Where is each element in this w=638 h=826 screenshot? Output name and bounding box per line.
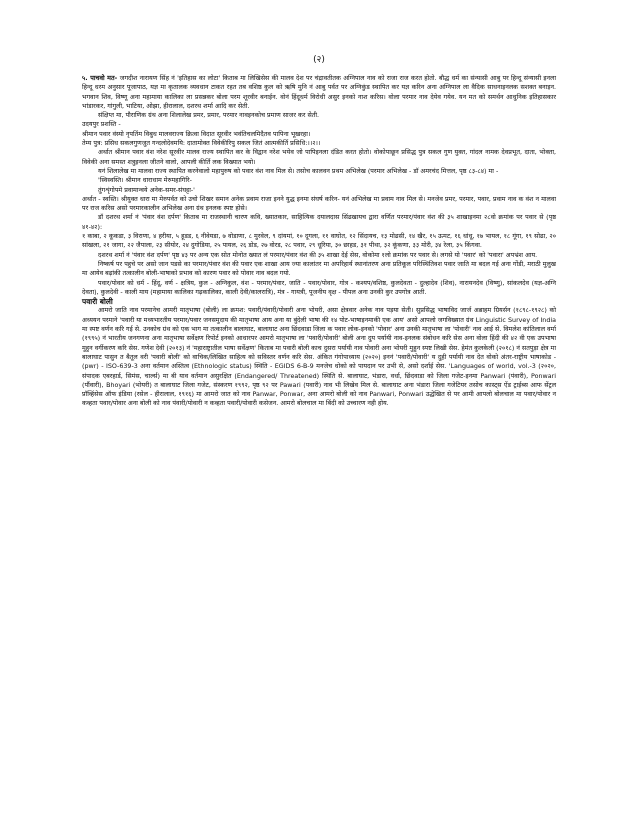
- paragraph: [82, 251, 556, 260]
- paragraph-text: यनं शिलालेख मा मालवा राज्य स्थापित करनेवालो महापुरुष को पवार वंश नाव मिल से। तसोच कालवन प्रथम अभिलेख (परमार अभिलेख - डॉ अमरचंद मित्तल, पृष्ठ ८३-८४) मा -: [98, 167, 499, 175]
- paragraph: [82, 176, 556, 185]
- section-heading: पवारी बोली: [82, 297, 113, 307]
- paragraph-text: जगदीश नारायण सिंह नं 'इतिहास का लोटा' किताब मा लिखिसेस की मालव देश पर चंद्रावतीतक अग्निपाल नाव को राजा राज करत होतो. बौद्ध धर्म का संन्यासी आबु पर हिन्दू संन्यासी इनला हिन्दू धरम अनुसार पूजापाठ, यज्ञ मा कृतालक व्यवधान टाकत रहत तब वशिष्ठ कुल को ऋषि मुनि नं आबु पर्वत पर अग्निकुंड स्थापित कर यज्ञ करिन अना अग्निपाल ला वैदिक साधनाइनलक सशक्त बनाइन. भगवान शिव, विष्णू अना महामाया कालिका ला प्रसन्नकर बोला परम शूरवीर बनाईन. वोनं हिंदूधर्म विरोधी असुर इनको नाश करिस। वोला परमार नाव देयेव गयेव. यन मत को समर्थन आधुनिक इतिहासकार भांडारकर, गांगुली, भाटिया, ओझा, हीरालाल, दशरथ शर्मा आदि कर सेती.: [82, 75, 556, 110]
- paragraph: [82, 111, 556, 120]
- paragraph: [82, 186, 556, 195]
- paragraph-text: अर्थात श्रीमान पवार वंश नरेश सूरवीर मालव राज्य स्थापित कर के विद्वान नरेश भयेव जो पापिइनला दंडित करत होतो। वोकोपाछून प्रसिद्ध पुत्र सकल गुण युक्त, गांदल नामक देवप्रभूत, दाता, भोक्ता, विवेकी अना समस्त शत्रुइनला जीतने वालो, आपली कीर्ति लक विख्यात भयो।: [82, 149, 556, 166]
- paragraph-text: निष्कर्ष पर पहुचे पर असो जान पडसे का परमार/पंवार वंश की पवार एक शाखा आय ज्या कालांतर मा अपरिहार्य स्थानांतरण अना प्रतिकूल परिस्थितिवश पवार जाति मा बदल गई अना गोंडी, मराठी मुलुख मा आयेव बढ़ांकी तत्कालीन बोली-भाषाको प्रभाव को कारण पवार को पोवार नाव बदल गयो.: [82, 260, 556, 278]
- paragraph: [82, 279, 556, 298]
- paragraph-text: उदयपुर प्रशस्ति -: [82, 121, 121, 129]
- paragraph-text: तेम्य पुत्र: प्रसिध सकलगुणजुत गन्दलोदेवमयि: दातामोक्त विवेकीरिपु सकल जितं आत्मकीर्ति प्रसिधि:।।२।।: [82, 140, 321, 148]
- paragraph-text: तुंगशृंगोपमे प्रवामान्वये अनेक-समर-संघट्टा-': [98, 186, 195, 194]
- paragraph: [82, 260, 556, 279]
- paragraph: [82, 130, 556, 139]
- paragraph-text: पवार/पोवार को धर्म - हिंदू, वर्ण - क्षत्रिय, कुल - अग्निकुल, वंश - परमार/पंवार, जाति - पवार/पोवार, गोत्र - कश्यप/वशिष्ठ, कुलदेवता - दुल्हादेव (शिव), नारायनदेव (विष्णु), सांकलदेव (यज्ञ-अग्नि देवता), कुलदेवी - काली माय (महामाया कालिका गढ़कालिका, काली देवी/कालरात्रि), मंत्र - गायत्री, पूजनीय वृक्ष - पीपल अना उनकी कुर उपगोत्र आती.: [82, 279, 556, 296]
- paragraph-text: डॉ दशरथ शर्मा नं 'पंवार वंश दर्पण' किताब मा राजस्थानी चारण कवि, ख्यातकार, साहित्यिक दयालदास सिंढखायच द्वारा वर्णित परमार/पंवार वंश की ३५ शाखाइनमा २८वो क्रमांक पर पवार से (पृष्ठ ४१-४२):: [82, 214, 556, 231]
- paragraph: [82, 167, 556, 176]
- paragraph: [82, 306, 556, 408]
- paragraph: [82, 195, 556, 214]
- paragraph-text: श्रीमान पवार वंस्यो नृपतिंम विबुध मालवराज्य क्रित्वा विदात सूरवीर भवंतिचलमिदैतव पापिना भूखरहा।: [82, 130, 311, 138]
- paragraph-text: आमरो जाति नाव परमानेच आमरी मातृभाषा (बोली) ला क्रमश: पवारी/पंवारी/पोवारी अना भोयरी, असा क्षेत्रवार अनेक नाव पड़या सेती। सुप्रसिद्ध भाषाविद जार्ज अब्राहम ग्रियर्सन (१८९८-१९२८) को अध्ययन परमाने 'पवारी या मध्यभारतीय परमार/पवार जनसमुदाय की मातृभाषा आय अना या बुंदेली भाषा की १४ पोट-भाषाइनमाकी एक आय' असो आपलो जगविख्यात ग्रंथ Linguistic Survey of India मा स्पष्ट वर्णन करि गई से. उनकोच ग्रंथ को एक भाग मा तत्कालीन बालाघाट, बालाघाट अना छिंदवाडा जिला क पवार लोक-इनको 'पोवार' अना उनकी मातृभाषा ला 'पोवारी' नाव आई से. विमलेश कांतिलाल वर्मा (१९९५) नं भारतीय जनगणना अना मातृभाषा सर्वेक्षण रिपोर्ट इनको आधारपर आमरो मातृभाषा ला 'पवारी/पोवारी' बोली अना दुय पर्यायी नाव-इनलक संबोधन करि सेस अना वोला हिंदी की ४२ वी एक उपभाषा मुहुन वर्गीकरण करि सेस. गणेश देवी (२०१३) नं 'महाराष्ट्रातील भाषा सर्वेक्षण' किताब मा पवारी बोली काच दुसरा पर्यायी नाव पोवारी अना भोयरी मुहुन स्पष्ट लिखी सेस. हेमंत कुलकेली (२०१८) नं सतपुड़ा क्षेत्र मा बालाघाट पासुन त बैतूल वरी 'पवारी बोली' को वाचिक/लिखित साहित्य को सविस्तर वर्णन करि सेस. अंकित गंगोपाध्याय (२०२०) इननं 'पवारी/पोवारी' य दुही पर्यायी नाव देत वोको अंतर-राष्ट्रीय भाषाकोड - (pwr) - ISO-639-3 अना वर्तमान अस्तित्व (Ethnologic status) स्थिति - EGIDS 6-B-9 मनजेच धोको को पायदान पर उभी से, असो दर्शाई सेस. 'Languages of world, vol.-3 (२०२०, संपादक एबरहार्ड, सिमंस, चार्ल्स) मा बी याव वर्तमान असुरक्षित (Endangered/ Threatened) स्थिति से. बालाघाट, भंडारा, वर्धा, छिंदवाडा को जिला गजेट-इनमा Panwari (पंवारी), Ponwari (पौंवारी), Bhoyari (भोयरी) त बालाघाट जिला गजेट, संस्करण १९९२, पृष्ठ ९२ पर Pawari (पवारी) नाव भी लिखेव मिल से. बालाघाट अना भंडारा जिला गजेटियर तसोच कास्ट्स ऐंड ट्राईब्स आफ सेंट्रल प्रॉव्हिंसेस ऑफ इंडिया (रसेल - हीरालाल, १९१६) मा आमरो जात को नाव Panwar, Ponwar, अना आमरो बोली को नाव Panwari, Ponwari उद्धेखित से पर आमी आपलो बोलचाल मा पवार/पोवार न कव्हता पवार/पोवार अना बोली को नाव पंवारी/पोवारी न कव्हता पवारी/पोवारी कसेजन. आमरो बोलचाल मा बिंदी को उच्चारण नही होय.: [82, 307, 556, 408]
- paragraph-text: दशरथ शर्मा नं 'पंवार वंश दर्पण' पृष्ठ ४३ पर अन्य एक सोत मोनोत ख्यात लं परमार/पंवार वंश की ३५ शाखा देई सेस, वोकोमा १लो क्रमांक पर पवार से। लगसे यो 'पवार' को 'पवारा' अपभ्रंश आय.: [98, 251, 538, 259]
- paragraph-text: १ काबा, २ कूकडा, ३ विराणा, ४ हरीया, ५ हूडड, ६ नीवेयडा, ७ वोडाणा, ८ मुरवेल, ९ दांयमां, १० दूगला, ११ वाघोत, १२ सिंदायच, १३ मोढसी, १४ खैर, १५ ऊमट, १६ धांधू, १७ भायल, १८ गूंगा, १९ सोढा, २० सांखला, २१ जागा, २२ जैपाला, २३ सीयोर, २४ दुगोडिया, २५ पायल, २६ डोड, २७ वोरड, २८ पवार, २९ धूरिया, ३० छाहड, ३१ पीथा, ३२ कूंकणा, ३३ मोरी, ३४ रेला, ३५ किंगवा.: [82, 233, 556, 250]
- paragraph: [82, 232, 556, 251]
- document-body: [82, 74, 556, 409]
- paragraph-text: संक्षिप्त मा, पौराणिक ग्रंथ अना शिलालेख प्रमर, प्रमार, परमार नावइनकोच प्रमाण साजर कर सेती.: [98, 112, 320, 120]
- paragraph-lead: ५. पाचवो मत-: [82, 75, 120, 82]
- paragraph: [82, 139, 556, 148]
- page-number: (२): [313, 55, 325, 65]
- paragraph: [82, 74, 556, 111]
- paragraph-text: अर्थात - स्वस्ति। श्रीयुक्त धारा मा मेरुपर्वत को उचो शिखर समान अनेक प्रवाम राजा इनने युद्ध इनमा संघर्ष करिन- यनं अभिलेख मा प्रवाम नाव मिल से। मनजेव प्रमर, परमार, पवार, प्रवाम नाव क वंश न मालवा पर राज करिस असो परमारकालीन अभिलेख अना ग्रंथ इनलक स्पष्ट होसे।: [82, 195, 556, 213]
- paragraph: [82, 213, 556, 232]
- paragraph-text: 'स्विस्वस्ति। श्रीमान धाराधाम मेरुमहागिरि-: [98, 177, 192, 185]
- paragraph: [82, 148, 556, 167]
- paragraph: [82, 120, 556, 129]
